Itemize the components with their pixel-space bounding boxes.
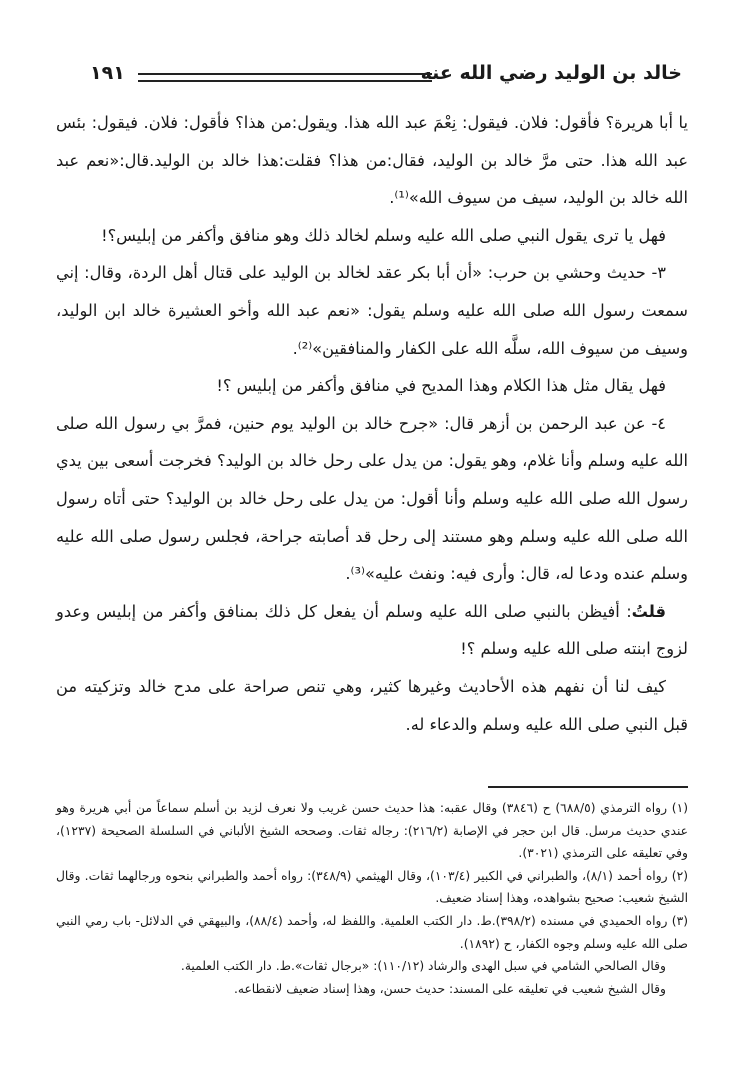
paragraph: فهل يقال مثل هذا الكلام وهذا المديح في منافق وأكفر من إبليس ؟! [216,376,666,396]
running-title: خالد بن الوليد رضي الله عنه [420,62,682,84]
bold-lead-word: قلتُ [631,601,666,621]
footnote-separator [488,786,688,788]
paragraph [56,593,688,668]
paragraph-text: : أفيظن بالنبي صلى الله عليه وسلم أن يفعل كل ذلك بمنافق وأكفر من إبليس وعدو لزوج ابنته صلى الله عليه وسلم ؟! [56,601,688,659]
footnotes [56,797,688,1000]
paragraph: ٤- عن عبد الرحمن بن أزهر قال: «جرح خالد بن الوليد يوم حنين، فمرَّ بي رسول الله صلى الله عليه وسلم وأنا غلام، وهو يقول: من يدل على رحل خالد بن الوليد؟ فخرجت أسعى بين يدي رسول الله صلى الله عليه وسلم وأنا أقول: من يدل على رحل خالد بن الوليد؟ حتى أتاه رسول الله صلى الله عليه وسلم وهو مستند إلى رحل قد أصابته جراحة، فجلس رسول صلى الله عليه وسلم عنده ودعا له، قال: وأرى فيه: ونفث عليه»⁽³⁾. [56,413,688,584]
footnote-3: (٣) رواه الحميدي في مسنده (٣٩٨/٢).ط. دار الكتب العلمية. واللفظ له، وأحمد (٨٨/٤)، والبيهقي في الدلائل- باب رمي النبي صلى الله عليه وسلم وجوه الكفار، ح (١٨٩٢). [56,913,688,951]
footnote-3-continued: وقال الشيخ شعيب في تعليقه على المسند: حديث حسن، وهذا إسناد ضعيف لانقطاعه. [233,981,666,996]
paragraph: ٣- حديث وحشي بن حرب: «أن أبا بكر عقد لخالد بن الوليد على قتال أهل الردة، وقال: إني سمعت رسول الله صلى الله عليه وسلم يقول: «نعم عبد الله وأخو العشيرة خالد ابن الوليد، وسيف من سيوف الله، سلَّه الله على الكفار والمنافقين»⁽²⁾. [56,263,688,358]
main-text [56,104,688,743]
page-number: ١٩١ [90,62,125,84]
paragraph: كيف لنا أن نفهم هذه الأحاديث وغيرها كثير، وهي تنص صراحة على مدح خالد وتزكيته من قبل النبي صلى الله عليه وسلم والدعاء له. [56,676,688,734]
header-double-rule [138,73,432,82]
footnote-2: (٢) رواه أحمد (٨/١)، والطبراني في الكبير (١٠٣/٤)، وقال الهيثمي (٣٤٨/٩): رواه أحمد والطبراني بنحوه ورجالهما ثقات. وقال الشيخ شعيب: صحيح بشواهده، وهذا إسناد ضعيف. [56,868,688,906]
paragraph: فهل يا ترى يقول النبي صلى الله عليه وسلم لخالد ذلك وهو منافق وأكفر من إبليس؟! [101,225,666,245]
footnote-1: (١) رواه الترمذي (٦٨٨/٥) ح (٣٨٤٦) وقال عقبه: هذا حديث حسن غريب ولا نعرف لزيد بن أسلم سماعاً من أبي هريرة وهو عندي حديث مرسل. قال ابن حجر في الإصابة (٢١٦/٢): رجاله ثقات. وصححه الشيخ الألباني في السلسلة الصحيحة (١٢٣٧)، وفي تعليقه على الترمذي (٣٠٢١). [56,801,688,861]
page-header [90,62,682,90]
paragraph: يا أبا هريرة؟ فأقول: فلان. فيقول: نِعْمَ عبد الله هذا. ويقول:من هذا؟ فأقول: فلان. فيقول: بئس عبد الله هذا. حتى مرَّ خالد بن الوليد، فقال:من هذا؟ فقلت:هذا خالد بن الوليد.قال:«نعم عبد الله خالد بن الوليد، سيف من سيوف الله»⁽¹⁾. [56,113,688,208]
footnote-3-continued: وقال الصالحي الشامي في سبل الهدى والرشاد (١١٠/١٢): «برجال ثقات».ط. دار الكتب العلمية. [180,959,666,974]
